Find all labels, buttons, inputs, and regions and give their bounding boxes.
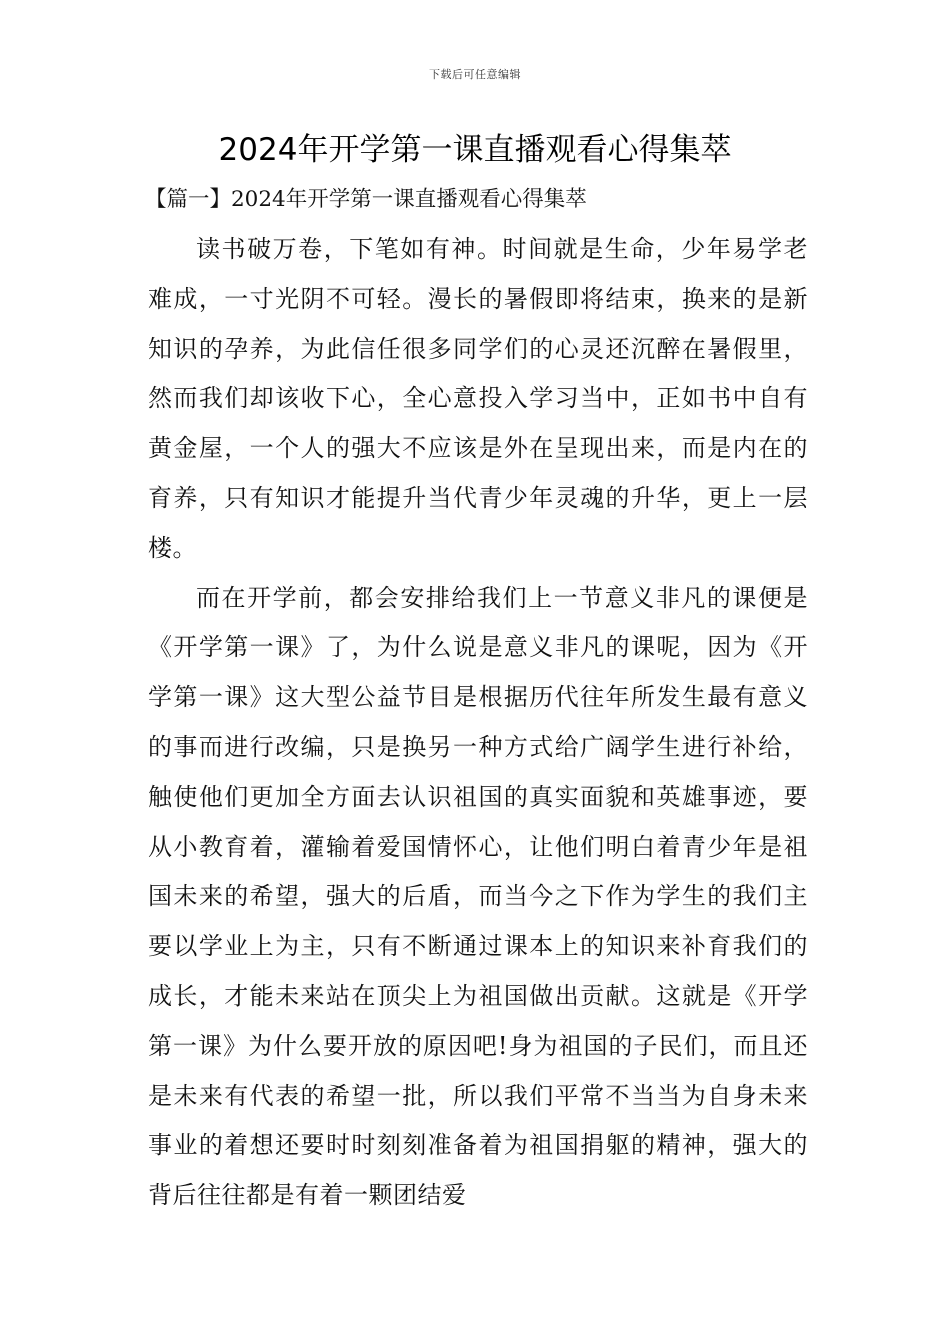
section-heading: 【篇一】2024年开学第一课直播观看心得集萃 (145, 187, 587, 212)
paragraph: 读书破万卷，下笔如有神。时间就是生命，少年易学老难成，一寸光阴不可轻。漫长的暑假即将结束，换来的是新知识的孕养，为此信任很多同学们的心灵还沉醉在暑假里，然而我们却该收下心，全心意投入学习当中，正如书中自有黄金屋，一个人的强大不应该是外在呈现出来，而是内在的育养，只有知识才能提升当代青少年灵魂的升华，更上一层楼。 (148, 235, 808, 562)
paragraph: 而在开学前，都会安排给我们上一节意义非凡的课便是《开学第一课》了，为什么说是意义非凡的课呢，因为《开学第一课》这大型公益节目是根据历代往年所发生最有意义的事而进行改编，只是换另一种方式给广阔学生进行补给，触使他们更加全方面去认识祖国的真实面貌和英雄事迹，要从小教育着，灌输着爱国情怀心，让他们明白着青少年是祖国未来的希望，强大的后盾，而当今之下作为学生的我们主要以学业上为主，只有不断通过课本上的知识来补育我们的成长，才能未来站在顶尖上为祖国做出贡献。这就是《开学第一课》为什么要开放的原因吧!身为祖国的子民们，而且还是未来有代表的希望一批，所以我们平常不当当为自身未来事业的着想还要时时刻刻准备着为祖国捐躯的精神，强大的背后往往都是有着一颗团结爱 (148, 583, 808, 1210)
body-text (148, 225, 808, 1221)
page-title: 2024年开学第一课直播观看心得集萃 (218, 132, 732, 168)
header-note: 下载后可任意编辑 (429, 68, 521, 81)
